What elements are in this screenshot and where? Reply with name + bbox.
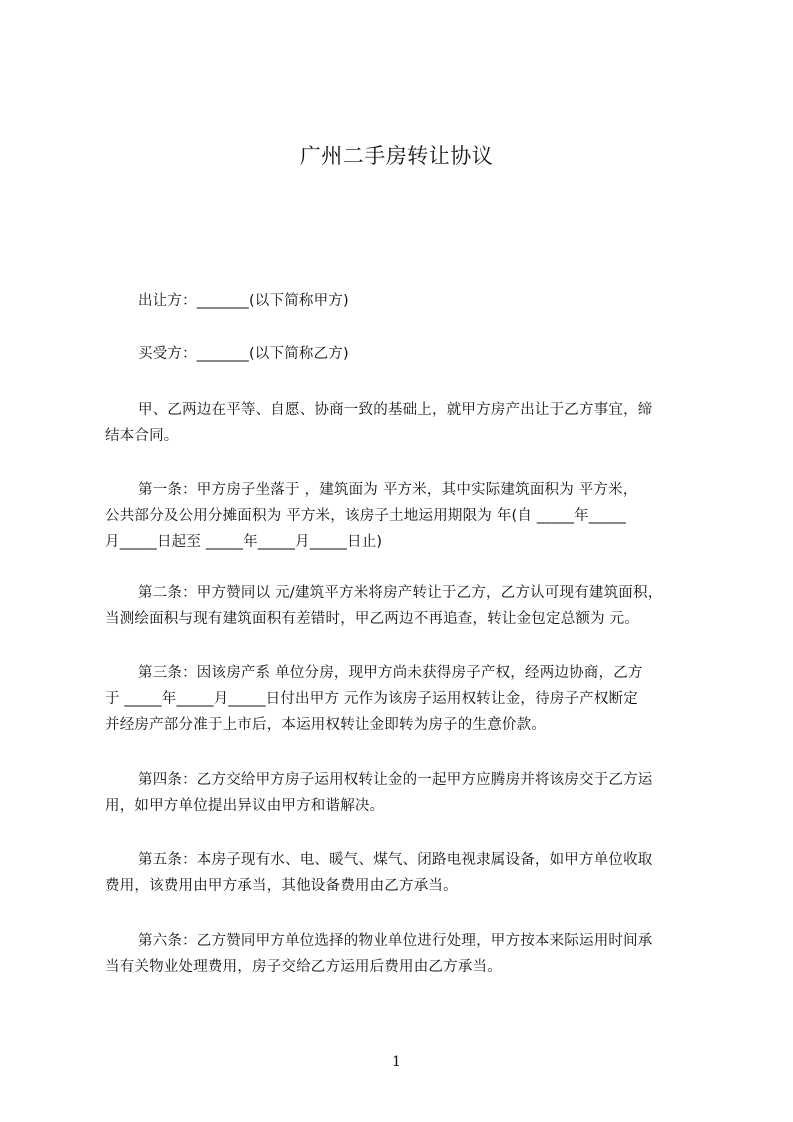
page-number: 1 — [392, 1054, 401, 1070]
page-title: 广州二手房转让协议 — [299, 144, 494, 168]
seller-line — [105, 288, 705, 314]
article-line: 当测绘面积与现有建筑面积有差错时，甲乙两边不再追查，转让金包定总额为 元。 — [105, 611, 640, 627]
article-line: 于 _____年_____月_____日付出甲方 元作为该房子运用权转让金，待房子产权断定 — [105, 691, 638, 707]
article-line: 当有关物业处理费用，房子交给乙方运用后费用由乙方承当。 — [105, 959, 502, 975]
seller-line-text: 出让方：_______(以下简称甲方) — [138, 293, 349, 309]
article-6 — [105, 928, 705, 980]
article-3 — [105, 660, 705, 738]
article-4 — [105, 767, 705, 819]
article-line: 第四条：乙方交给甲方房子运用权转让金的一起甲方应腾房并将该房交于乙方运 — [138, 772, 653, 788]
article-line: 第二条：甲方赞同以 元/建筑平方米将房产转让于乙方，乙方认可现有建筑面积， — [138, 585, 663, 601]
article-line: 公共部分及公用分摊面积为 平方米，该房子土地运用期限为 年(自 _____年_____ — [105, 508, 627, 524]
article-line: 第五条：本房子现有水、电、暖气、煤气、闭路电视隶属设备，如甲方单位收取 — [138, 852, 653, 868]
article-line: 并经房产部分准于上市后，本运用权转让金即转为房子的生意价款。 — [105, 717, 546, 733]
article-line: 月_____日起至 _____年_____月_____日止) — [105, 534, 383, 550]
buyer-line — [105, 341, 705, 367]
article-line: 第六条：乙方赞同甲方单位选择的物业单位进行处理，甲方按本来际运用时间承 — [138, 933, 653, 949]
preamble-line: 结本合同。 — [105, 428, 179, 444]
preamble-line: 甲、乙两边在平等、自愿、协商一致的基础上，就甲方房产出让于乙方事宜，缔 — [138, 402, 653, 418]
preamble-paragraph — [105, 397, 705, 449]
buyer-line-text: 买受方：_______(以下简称乙方) — [138, 346, 349, 362]
article-line: 费用，该费用由甲方承当，其他设备费用由乙方承当。 — [105, 878, 458, 894]
article-5 — [105, 847, 705, 899]
article-line: 第三条：因该房产系 单位分房，现甲方尚未获得房子产权，经两边协商，乙方 — [138, 665, 643, 681]
article-line: 用，如甲方单位提出异议由甲方和谐解决。 — [105, 798, 385, 814]
article-line: 第一条：甲方房子坐落于 ，建筑面为 平方米，其中实际建筑面积为 平方米， — [138, 482, 638, 498]
article-2 — [105, 580, 705, 632]
article-1 — [105, 477, 705, 555]
